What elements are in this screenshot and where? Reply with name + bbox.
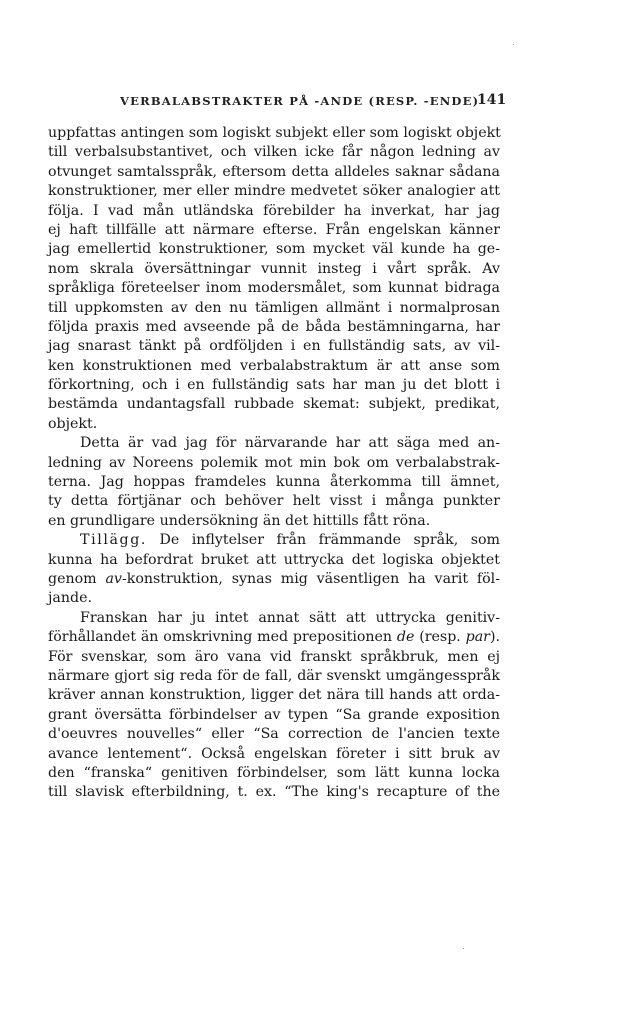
text-line [48,628,500,647]
scan-speck [463,948,464,949]
text-line: kunna ha befordrat bruket att uttrycka det logiska objektet [48,551,500,568]
text-line: den “franska“ genitiven förbindelser, som lätt kunna locka [48,764,500,781]
running-head: VERBALABSTRAKTER PÅ -ANDE (RESP. -ENDE) [120,94,480,108]
text-line: För svenskar, som äro vana vid franskt språkbruk, men ej [48,648,500,665]
text-line: konstruktioner, mer eller mindre medvetet söker analogier att [48,183,500,200]
text-segment: ). [489,629,500,646]
paragraph-start-line [48,531,500,550]
text-line: ej haft tillfälle att närmare efterse. Från engelskan känner [48,221,500,238]
addendum-heading: Tillägg. [80,532,148,549]
text-line: kräver annan konstruktion, ligger det nära till hands att orda- [48,687,500,704]
text-line: ty detta förtjänar och behöver helt visst i många punkter [48,493,500,510]
italic-term: par [465,629,490,646]
text-line: otvunget samtalsspråk, eftersom detta alldeles saknar sådana [48,163,500,180]
text-line: förkortning, och i en fullständig sats har man ju det blott i [48,377,500,394]
text-line: objekt. [48,415,98,432]
text-line: till verbalsubstantivet, och vilken icke får någon ledning av [48,144,500,161]
text-segment: -konstruktion, synas mig väsentligen ha varit föl- [121,570,500,587]
text-line: språkliga företeelser inom modersmålet, som kunnat bidraga [48,280,500,297]
text-segment: (resp. [414,629,461,646]
text-line: närmare gjort sig reda för de fall, där svenskt umgängesspråk [48,667,500,684]
text-line: jag snarast tänkt på ordföljden i en fullständig sats, av vil- [48,338,500,355]
page-number: 141 [477,92,507,108]
italic-term: av [105,570,122,587]
text-line: följa. I vad mån utländska förebilder ha inverkat, har jag [48,202,500,219]
text-line: terna. Jag hoppas framdeles kunna återkomma till ämnet, [48,474,500,491]
text-line: en grundligare undersökning än det hittills fått röna. [48,512,431,529]
paragraph-start-line: Franskan har ju intet annat sätt att uttrycka genitiv- [80,609,500,626]
paragraph-start-line: Detta är vad jag för närvarande har att säga med an- [80,435,500,452]
scan-speck [513,44,514,45]
text-line: bestämda undantagsfall rubbade skemat: subjekt, predikat, [48,396,500,413]
text-segment: genom [48,570,97,587]
text-line: uppfattas antingen som logiskt subjekt eller som logiskt objekt [48,125,501,141]
text-line: nom skrala översättningar vunnit insteg i vårt språk. Av [48,260,500,277]
text-line: till slavisk efterbildning, t. ex. “The king's recapture of the [48,784,500,801]
text-line: ledning av Noreens polemik mot min bok om verbalabstrak- [48,454,500,471]
text-line: d'oeuvres nouvelles“ eller “Sa correction de l'ancien texte [48,726,500,743]
italic-term: de [396,629,415,646]
text-line: till uppkomsten av den nu tämligen allmänt i normalprosan [48,299,500,316]
text-line: jag emellertid konstruktioner, som mycket väl kunde ha ge- [48,241,500,258]
text-line: grant översätta förbindelser av typen “Sa grande exposition [48,706,500,723]
text-line: jande. [48,590,92,607]
text-segment: De inflytelser från främmande språk, som [147,532,500,549]
text-line: ken konstruktionen med verbalabstraktum är att anse som [48,357,500,374]
body-text [48,124,500,803]
text-line: avance lentement“. Också engelskan företer i sitt bruk av [48,745,500,762]
text-segment: förhållandet än omskrivning med prepositionen [48,629,393,646]
text-line [48,570,500,589]
text-line: följda praxis med avseende på de båda bestämningarna, har [48,318,500,335]
